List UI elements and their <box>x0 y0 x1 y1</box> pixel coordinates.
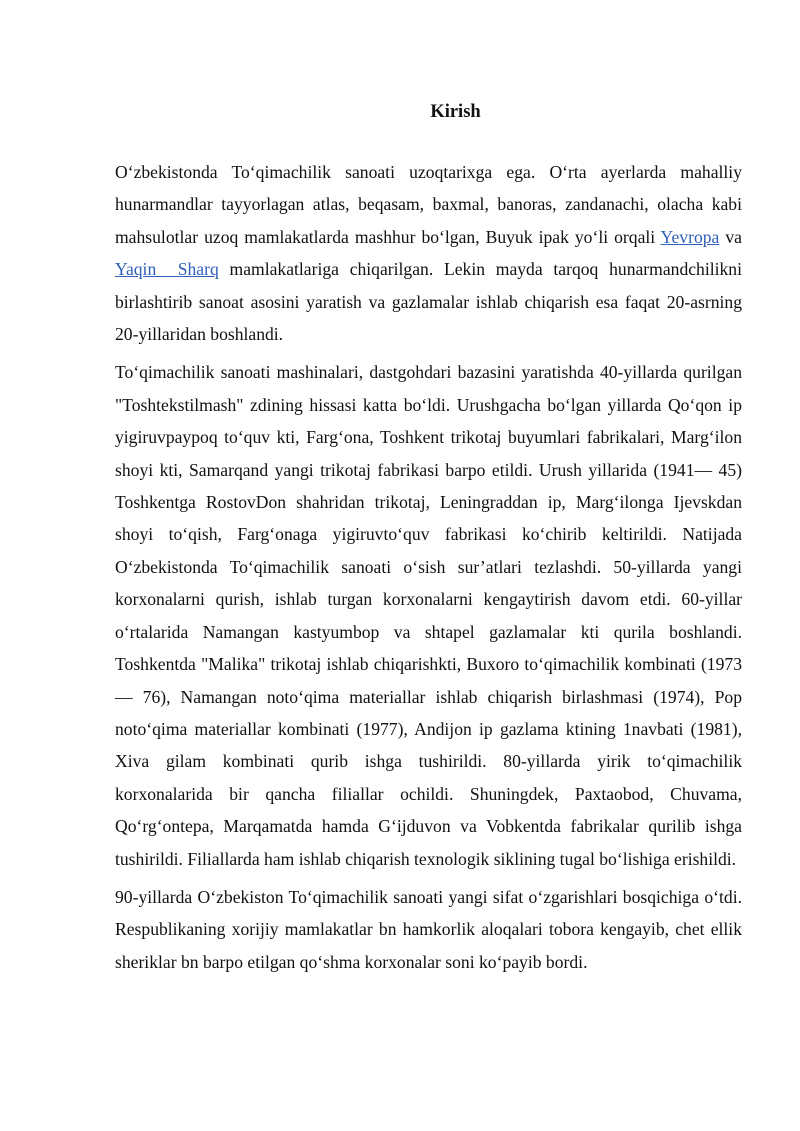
paragraph-1-text-after: mamlakatlariga chiqarilgan. Lekin mayda tarqoq hunarmandchilikni birlashtirib sanoat asosini yaratish va gazlamalar ishlab chiqarish esa faqat 20-asrning 20-yillaridan boshlandi. <box>115 259 742 345</box>
paragraph-1-text-before: O‘zbekistonda To‘qimachilik sanoati uzoqtarixga ega. O‘rta ayerlarda mahalliy hunarmandlar tayyorlagan atlas, beqasam, baxmal, banoras, zandanachi, olacha kabi mahsulotlar uzoq mamlakatlarda mashhur bo‘lgan, Buyuk ipak yo‘li orqali <box>115 162 742 247</box>
document-title: Kirish <box>430 102 481 122</box>
paragraph-1 <box>115 156 742 350</box>
link-yaqin-sharq[interactable]: Yaqin Sharq <box>115 259 219 280</box>
document-page <box>115 98 742 978</box>
paragraph-1-text-mid: va <box>719 226 742 247</box>
link-yevropa[interactable]: Yevropa <box>660 226 720 247</box>
paragraph-3: 90-yillarda O‘zbekiston To‘qimachilik sanoati yangi sifat o‘zgarishlari bosqichiga o‘tdi. Respublikaning xorijiy mamlakatlar bn hamkorlik aloqalari tobora kengayib, chet ellik sheriklar bn barpo etilgan qo‘shma korxonalar soni ko‘payib bordi. <box>115 886 742 972</box>
paragraph-2: To‘qimachilik sanoati mashinalari, dastgohdari bazasini yaratishda 40-yillarda qurilgan "Toshtekstilmash" zdining hissasi katta bo‘ldi. Urushgacha bo‘lgan yillarda Qo‘qon ip yigiruvpaypoq to‘quv kti, Farg‘ona, Toshkent trikotaj buyumlari fabrikalari, Marg‘ilon shoyi kti, Samarqand yangi trikotaj fabrikasi barpo etildi. Urush yillarida (1941— 45) Toshkentga RostovDon shahridan trikotaj, Leningraddan ip, Marg‘ilonga Ijevskdan shoyi to‘qish, Farg‘onaga yigiruvto‘quv fabrikasi ko‘chirib keltirildi. Natijada O‘zbekistonda To‘qimachilik sanoati o‘sish sur’atlari tezlashdi. 50-yillarda yangi korxonalarni qurish, ishlab turgan korxonalarni kengaytirish davom etdi. 60-yillar o‘rtalarida Namangan kastyumbop va shtapel gazlamalar kti qurila boshlandi. Toshkentda "Malika" trikotaj ishlab chiqarishkti, Buxoro to‘qimachilik kombinati (1973— 76), Namangan noto‘qima materiallar ishlab chiqarish birlashmasi (1974), Pop noto‘qima materiallar kombinati (1977), Andijon ip gazlama ktining 1navbati (1981), Xiva gilam kombinati qurib ishga tushirildi. 80-yillarda yirik to‘qimachilik korxonalarida bir qancha filiallar ochildi. Shuningdek, Paxtaobod, Chuvama, Qo‘rg‘ontepa, Marqamatda hamda G‘ijduvon va Vobkentda fabrikalar qurilib ishga tushirildi. Filiallarda ham ishlab chiqarish texnologik siklining tugal bo‘lishiga erishildi. <box>115 362 742 869</box>
